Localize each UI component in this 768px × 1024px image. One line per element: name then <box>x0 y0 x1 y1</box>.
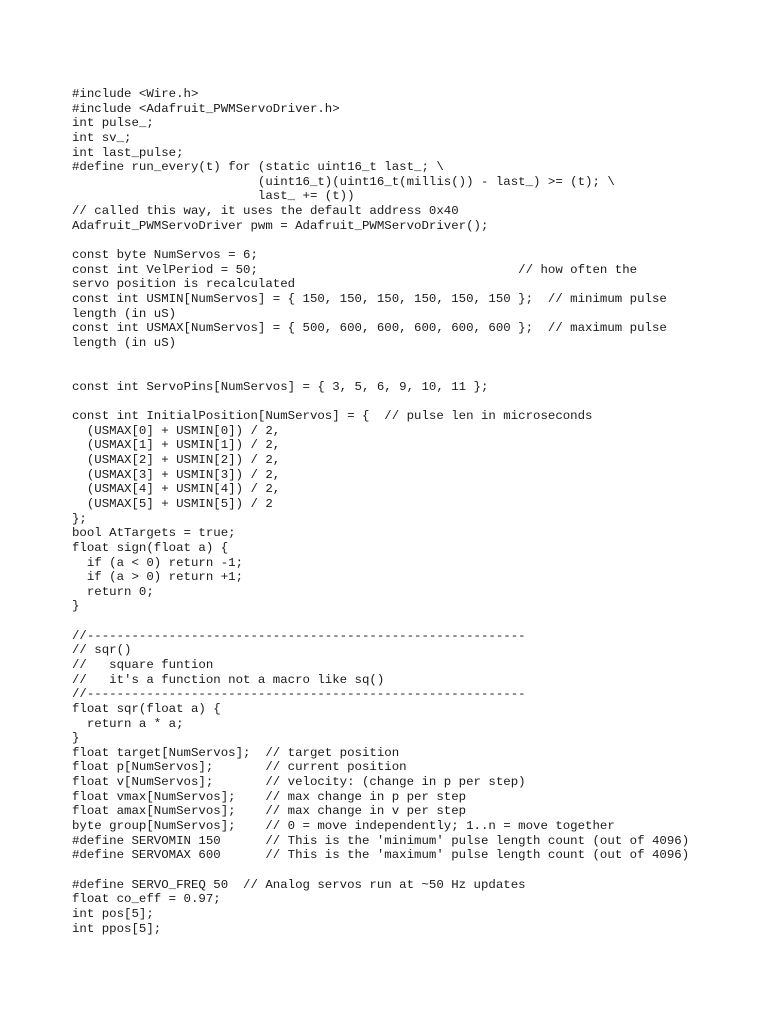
code-line: last_ += (t)) <box>72 189 355 204</box>
code-line: (USMAX[2] + USMIN[2]) / 2, <box>72 453 281 468</box>
blank-line <box>72 351 762 366</box>
code-line: (USMAX[5] + USMIN[5]) / 2 <box>72 496 273 511</box>
code-line: int ppos[5]; <box>72 921 162 936</box>
code-line: Adafruit_PWMServoDriver pwm = Adafruit_PWMServoDriver(); <box>72 218 489 233</box>
blank-line <box>72 614 762 629</box>
code-line: float p[NumServos]; // current position <box>72 760 407 775</box>
code-line: }; <box>72 511 87 526</box>
code-line: if (a < 0) return -1; <box>72 555 244 570</box>
code-line: float v[NumServos]; // velocity: (change in p per step) <box>72 775 526 790</box>
code-line: return 0; <box>72 584 154 599</box>
code-line: float sqr(float a) { <box>72 701 221 716</box>
code-line: int pos[5]; <box>72 906 154 921</box>
code-line: const int VelPeriod = 50; // how often the <box>72 262 638 277</box>
blank-line <box>72 233 762 248</box>
code-line: // square funtion <box>72 657 214 672</box>
code-line: } <box>72 599 80 614</box>
code-line: // sqr() <box>72 643 132 658</box>
code-line: //----------------------------------------------------------- <box>72 687 526 702</box>
code-line: #define SERVOMAX 600 // This is the 'maximum' pulse length count (out of 4096) <box>72 848 690 863</box>
blank-line <box>72 394 762 409</box>
code-listing <box>72 87 762 936</box>
code-line: #include <Adafruit_PWMServoDriver.h> <box>72 101 340 116</box>
blank-line <box>72 863 762 878</box>
code-line: (USMAX[1] + USMIN[1]) / 2, <box>72 438 281 453</box>
code-line: byte group[NumServos]; // 0 = move independently; 1..n = move together <box>72 819 615 834</box>
code-line: // it's a function not a macro like sq() <box>72 672 385 687</box>
code-line: const int USMAX[NumServos] = { 500, 600, 600, 600, 600, 600 }; // maximum pulse <box>72 321 667 336</box>
code-line: const int ServoPins[NumServos] = { 3, 5, 6, 9, 10, 11 }; <box>72 379 489 394</box>
code-line: (uint16_t)(uint16_t(millis()) - last_) >= (t); \ <box>72 174 615 189</box>
code-line: const byte NumServos = 6; <box>72 248 258 263</box>
code-line: length (in uS) <box>72 335 177 350</box>
code-line: //----------------------------------------------------------- <box>72 628 526 643</box>
code-line: bool AtTargets = true; <box>72 526 236 541</box>
code-line: length (in uS) <box>72 306 177 321</box>
code-line: #include <Wire.h> <box>72 87 199 101</box>
code-line: (USMAX[0] + USMIN[0]) / 2, <box>72 423 281 438</box>
code-line: } <box>72 731 80 746</box>
code-line: int sv_; <box>72 130 132 145</box>
code-line: float vmax[NumServos]; // max change in p per step <box>72 789 467 804</box>
code-line: // called this way, it uses the default address 0x40 <box>72 204 459 219</box>
code-line: float target[NumServos]; // target position <box>72 745 400 760</box>
code-line: const int USMIN[NumServos] = { 150, 150, 150, 150, 150, 150 }; // minimum pulse <box>72 291 667 306</box>
code-line: servo position is recalculated <box>72 277 296 292</box>
code-line: return a * a; <box>72 716 184 731</box>
code-line: float co_eff = 0.97; <box>72 892 221 907</box>
code-line: #define run_every(t) for (static uint16_t last_; \ <box>72 160 444 175</box>
code-line: int pulse_; <box>72 116 154 131</box>
blank-line <box>72 365 762 380</box>
code-line: int last_pulse; <box>72 145 184 160</box>
code-line: float sign(float a) { <box>72 540 229 555</box>
code-line: #define SERVO_FREQ 50 // Analog servos run at ~50 Hz updates <box>72 877 526 892</box>
code-line: float amax[NumServos]; // max change in v per step <box>72 804 467 819</box>
code-line: if (a > 0) return +1; <box>72 570 244 585</box>
code-line: (USMAX[4] + USMIN[4]) / 2, <box>72 482 281 497</box>
code-line: (USMAX[3] + USMIN[3]) / 2, <box>72 467 281 482</box>
code-line: const int InitialPosition[NumServos] = { // pulse len in microseconds <box>72 409 593 424</box>
code-line: #define SERVOMIN 150 // This is the 'minimum' pulse length count (out of 4096) <box>72 833 690 848</box>
